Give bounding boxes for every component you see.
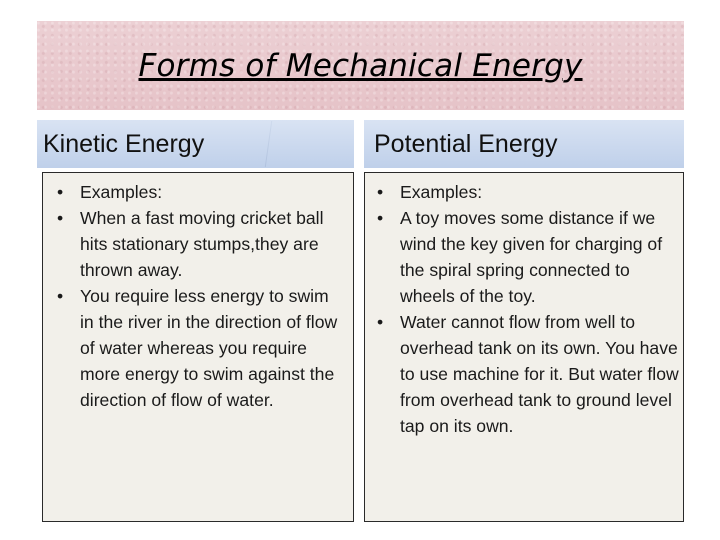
list-item: • You require less energy to swim in the river in the direction of flow of water whereas you require more energy to swim against the direction of flow of water. — [47, 283, 347, 413]
kinetic-bullet-list — [47, 179, 347, 413]
list-item: • A toy moves some distance if we wind the key given for charging of the spiral spring connected to wheels of the toy. — [367, 205, 679, 309]
list-item: • When a fast moving cricket ball hits stationary stumps,they are thrown away. — [47, 205, 347, 283]
potential-energy-heading — [364, 120, 684, 168]
slide-title: Forms of Mechanical Energy — [138, 47, 583, 84]
list-item: • Examples: — [47, 179, 347, 205]
list-item: • Examples: — [367, 179, 679, 205]
potential-energy-column — [364, 172, 684, 522]
kinetic-heading-text: Kinetic Energy — [43, 129, 205, 158]
list-item: • Water cannot flow from well to overhead tank on its own. You have to use machine for it. But water flow from overhead tank to ground level tap on its own. — [367, 309, 679, 439]
kinetic-energy-heading — [37, 120, 354, 168]
potential-bullet-list — [367, 179, 679, 439]
title-banner — [37, 21, 684, 110]
kinetic-energy-column — [42, 172, 354, 522]
potential-heading-text: Potential Energy — [374, 129, 558, 158]
